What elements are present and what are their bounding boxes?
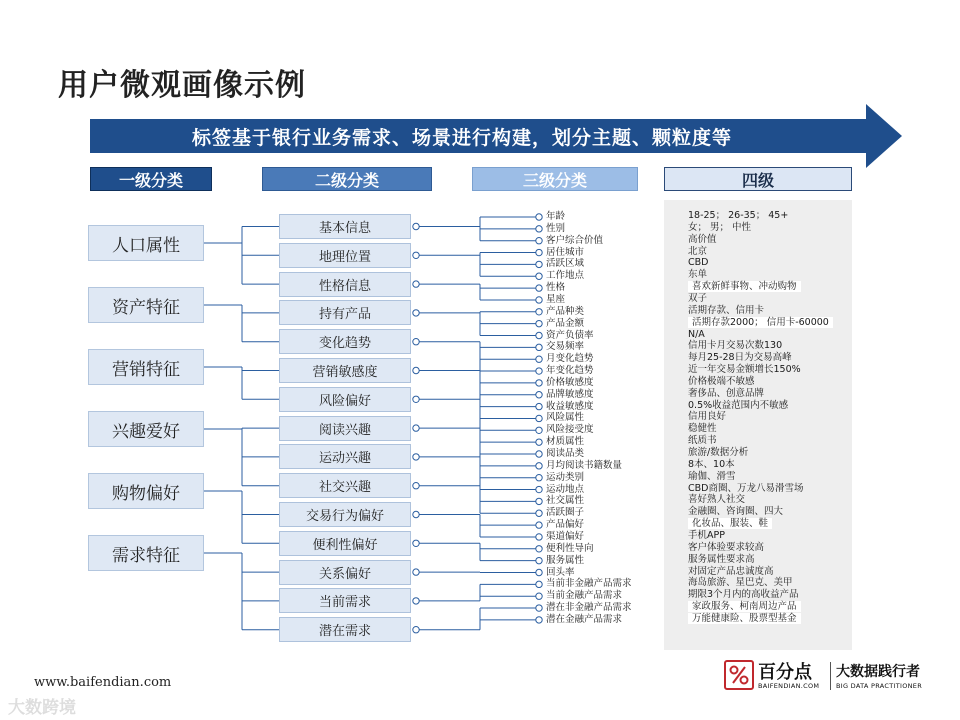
level4-value-row: [688, 376, 755, 388]
header-level3: 三级分类: [472, 167, 638, 191]
connector-node: [413, 454, 419, 460]
level4-value-row: [688, 613, 801, 625]
connector-node: [536, 238, 542, 244]
level4-value-row: [688, 459, 735, 471]
level4-value-row: [688, 210, 788, 222]
level4-value: 北京: [688, 245, 708, 257]
logo-slogan-en: BIG DATA PRACTITIONER: [836, 682, 923, 690]
level3-tag[interactable]: 工作地点: [546, 270, 585, 282]
level4-value: CBD: [688, 257, 709, 269]
level4-value: 手机APP: [688, 529, 725, 541]
level4-value: 瑜伽、滑雪: [688, 470, 736, 482]
level4-value: 女； 男； 中性: [688, 221, 752, 233]
connector-node: [536, 285, 542, 291]
level3-tag[interactable]: 产品金额: [546, 317, 585, 329]
connector-node: [536, 486, 542, 492]
header-level4: 四级: [664, 167, 852, 191]
level4-value-row: [688, 530, 725, 542]
logo-slogan: 大数据践行者: [836, 664, 920, 680]
level3-tag[interactable]: 交易频率: [546, 341, 585, 353]
connector-node: [536, 439, 542, 445]
level4-value-row: [688, 589, 799, 601]
level1-category[interactable]: 兴趣爱好: [88, 411, 204, 447]
connector-node: [413, 483, 419, 489]
level4-value: 活期存款2000； 信用卡-60000: [688, 317, 833, 328]
level4-value: 稳健性: [688, 423, 717, 435]
level2-category[interactable]: 关系偏好: [279, 560, 411, 585]
level4-value-row: [688, 352, 792, 364]
level4-value: 服务属性要求高: [688, 553, 755, 565]
level2-category[interactable]: 潜在需求: [279, 617, 411, 642]
level4-value-row: [688, 305, 764, 317]
level2-category[interactable]: 基本信息: [279, 214, 411, 239]
connector-node: [536, 332, 542, 338]
connector-node: [536, 581, 542, 587]
level3-tag[interactable]: 月变化趋势: [546, 353, 594, 365]
connector-node: [413, 511, 419, 517]
connector-node: [413, 339, 419, 345]
level4-value: 纸质书: [688, 435, 717, 447]
connector-node: [536, 415, 542, 421]
connector-node: [536, 463, 542, 469]
connector-node: [413, 627, 419, 633]
level2-category[interactable]: 阅读兴趣: [279, 416, 411, 441]
page-title: 用户微观画像示例: [58, 68, 306, 103]
level3-tag[interactable]: 居住城市: [546, 246, 585, 258]
level4-value-row: [688, 471, 736, 483]
connector-node: [413, 223, 419, 229]
level3-tag[interactable]: 便利性导向: [546, 542, 594, 554]
level3-tag[interactable]: 材质属性: [546, 436, 585, 448]
banner-text: 标签基于银行业务需求、场景进行构建，划分主题、颗粒度等: [191, 126, 732, 149]
level4-value: CBD商圈、万龙八易滑雪场: [688, 482, 804, 494]
level2-category[interactable]: 变化趋势: [279, 329, 411, 354]
level2-category[interactable]: 当前需求: [279, 588, 411, 613]
connector-node: [536, 297, 542, 303]
level4-value-row: [688, 423, 717, 435]
level4-value: 每月25-28日为交易高峰: [688, 352, 792, 364]
connector-node: [536, 214, 542, 220]
level4-value: 对固定产品忠诚度高: [688, 565, 774, 577]
level4-value-row: [688, 447, 748, 459]
connector-node: [536, 546, 542, 552]
level3-tag[interactable]: 渠道偏好: [546, 530, 585, 542]
level3-tag[interactable]: 年变化趋势: [546, 365, 594, 377]
level3-tag[interactable]: 年龄: [546, 211, 566, 222]
level4-value-row: [688, 566, 774, 578]
connector-node: [536, 320, 542, 326]
level4-value-row: [688, 435, 717, 447]
level2-category[interactable]: 营销敏感度: [279, 358, 411, 383]
connector-node: [536, 498, 542, 504]
header-level1: 一级分类: [90, 167, 212, 191]
level2-category[interactable]: 地理位置: [279, 243, 411, 268]
level4-value: 家政服务、柯南周边产品: [688, 601, 801, 612]
level3-tag[interactable]: 活跃圈子: [546, 507, 585, 519]
connector-node: [536, 368, 542, 374]
level3-tag[interactable]: 性别: [546, 222, 566, 234]
level3-tag[interactable]: 运动地点: [546, 483, 585, 495]
level4-value-row: [688, 317, 833, 329]
level2-category[interactable]: 性格信息: [279, 272, 411, 297]
level1-category[interactable]: 营销特征: [88, 349, 204, 385]
level4-value-row: [688, 601, 801, 613]
connector-node: [536, 617, 542, 623]
connector-node: [536, 510, 542, 516]
connector-node: [413, 425, 419, 431]
level4-value-row: [688, 340, 782, 352]
connector-node: [413, 598, 419, 604]
connector-node: [413, 310, 419, 316]
connector-node: [536, 569, 542, 575]
level4-value: 旅游/数据分析: [688, 447, 749, 458]
connector-node: [413, 569, 419, 575]
level4-value: 18-25； 26-35； 45+: [688, 210, 789, 221]
level3-tag[interactable]: 产品种类: [546, 305, 585, 317]
company-logo: [724, 660, 934, 696]
level4-value: N/A: [688, 328, 705, 340]
connector-node: [536, 427, 542, 433]
level4-value-row: [688, 269, 707, 281]
level4-value-row: [688, 222, 751, 234]
connector-node: [413, 367, 419, 373]
connector-node: [413, 540, 419, 546]
level3-tag[interactable]: 风险属性: [546, 412, 585, 424]
level4-value: 活期存款、信用卡: [688, 304, 765, 316]
level1-category[interactable]: 购物偏好: [88, 473, 204, 509]
level1-category[interactable]: 资产特征: [88, 287, 204, 323]
level1-category[interactable]: 人口属性: [88, 225, 204, 261]
level3-tag[interactable]: 客户综合价值: [546, 234, 604, 246]
level4-value-row: [688, 554, 755, 566]
connector-node: [536, 403, 542, 409]
level3-tag[interactable]: 运动类别: [546, 471, 585, 483]
level4-value-row: [688, 234, 717, 246]
logo-domain: BAIFENDIAN.COM: [758, 682, 820, 690]
level4-value: 喜欢新鲜事物、冲动购物: [688, 281, 801, 292]
level4-value-row: [688, 364, 801, 376]
level1-category[interactable]: 需求特征: [88, 535, 204, 571]
level4-value-row: [688, 577, 793, 589]
connector-node: [536, 593, 542, 599]
level4-value-row: [688, 257, 708, 269]
level3-tag[interactable]: 当前金融产品需求: [546, 590, 623, 602]
level4-value-row: [688, 411, 726, 423]
level4-value: 奢侈品、创意品牌: [688, 387, 765, 399]
level3-tag[interactable]: 服务属性: [546, 554, 585, 566]
level4-value: 信用良好: [688, 411, 727, 423]
level3-tag[interactable]: 星座: [546, 293, 566, 305]
level4-value-row: [688, 400, 788, 412]
level2-category[interactable]: 风险偏好: [279, 387, 411, 412]
level4-value: 8本、10本: [688, 458, 735, 470]
level3-tag[interactable]: 活跃区域: [546, 258, 585, 270]
level4-value-row: [688, 246, 707, 258]
logo-name: 百分点: [758, 662, 812, 683]
level3-tag[interactable]: 性格: [546, 282, 566, 294]
level2-category[interactable]: 持有产品: [279, 300, 411, 325]
level2-category[interactable]: 运动兴趣: [279, 444, 411, 469]
level4-value-row: [688, 293, 707, 305]
level4-value: 喜好熟人社交: [688, 494, 746, 506]
connector-node: [536, 392, 542, 398]
level4-value-row: [688, 494, 745, 506]
level4-value: 海岛旅游、星巴克、美甲: [688, 577, 793, 589]
level4-value: 价格极端不敏感: [688, 375, 755, 387]
level3-tag[interactable]: 潜在金融产品需求: [546, 613, 623, 625]
level4-value: 客户体验要求较高: [688, 541, 765, 553]
level3-tag[interactable]: 价格敏感度: [546, 376, 594, 388]
level4-value: 期限3个月内的高收益产品: [688, 589, 799, 601]
level3-tag[interactable]: 产品偏好: [546, 519, 585, 531]
level3-tag[interactable]: 社交属性: [546, 495, 585, 507]
connector-node: [536, 557, 542, 563]
level4-value: 0.5%收益范围内不敏感: [688, 399, 789, 411]
connector-node: [536, 344, 542, 350]
level4-value-row: [688, 483, 803, 495]
connector-node: [536, 475, 542, 481]
level3-tag[interactable]: 潜在非金融产品需求: [546, 602, 632, 614]
level4-value: 近一年交易金额增长150%: [688, 364, 801, 376]
level3-tag[interactable]: 资产负债率: [546, 329, 594, 341]
connector-node: [536, 451, 542, 457]
level2-category[interactable]: 交易行为偏好: [279, 502, 411, 527]
level4-value: 高价值: [688, 233, 717, 245]
level4-value-row: [688, 542, 764, 554]
level3-tag[interactable]: 收益敏感度: [546, 400, 594, 412]
level4-value-row: [688, 518, 772, 530]
level4-value: 信用卡月交易次数130: [688, 340, 783, 352]
level4-value-row: [688, 281, 801, 293]
level3-tag[interactable]: 风险接受度: [546, 424, 594, 436]
connector-node: [413, 281, 419, 287]
level2-category[interactable]: 社交兴趣: [279, 473, 411, 498]
connector-node: [413, 396, 419, 402]
connector-node: [536, 226, 542, 232]
level4-value: 化妆品、服装、鞋: [688, 518, 772, 529]
connector-node: [536, 522, 542, 528]
level4-value: 万能健康险、股票型基金: [688, 613, 801, 624]
connector-node: [536, 356, 542, 362]
level4-value-row: [688, 329, 705, 341]
logo-divider: [830, 662, 831, 690]
level3-tag[interactable]: 品牌敏感度: [546, 388, 594, 400]
connector-node: [536, 380, 542, 386]
header-level2: 二级分类: [262, 167, 432, 191]
connector-node: [536, 605, 542, 611]
level4-value: 东单: [688, 269, 708, 281]
level2-category[interactable]: 便利性偏好: [279, 531, 411, 556]
connector-node: [536, 261, 542, 267]
connector-node: [536, 249, 542, 255]
level4-value-row: [688, 388, 764, 400]
level3-tag[interactable]: 回头率: [546, 566, 575, 578]
level3-tag[interactable]: 月均阅读书籍数量: [546, 459, 623, 471]
level4-value-row: [688, 506, 783, 518]
connector-node: [413, 252, 419, 258]
connector-node: [536, 309, 542, 315]
connector-node: [536, 273, 542, 279]
level4-value: 金融圈、咨询圈、四大: [688, 506, 784, 518]
level3-tag[interactable]: 阅读品类: [546, 448, 585, 459]
website-url[interactable]: www.baifendian.com: [34, 675, 172, 690]
connector-node: [536, 534, 542, 540]
level3-tag[interactable]: 当前非金融产品需求: [546, 578, 632, 590]
percent-icon: [724, 660, 754, 690]
watermark: 大数跨境: [8, 698, 76, 718]
level4-value: 双子: [688, 292, 708, 304]
